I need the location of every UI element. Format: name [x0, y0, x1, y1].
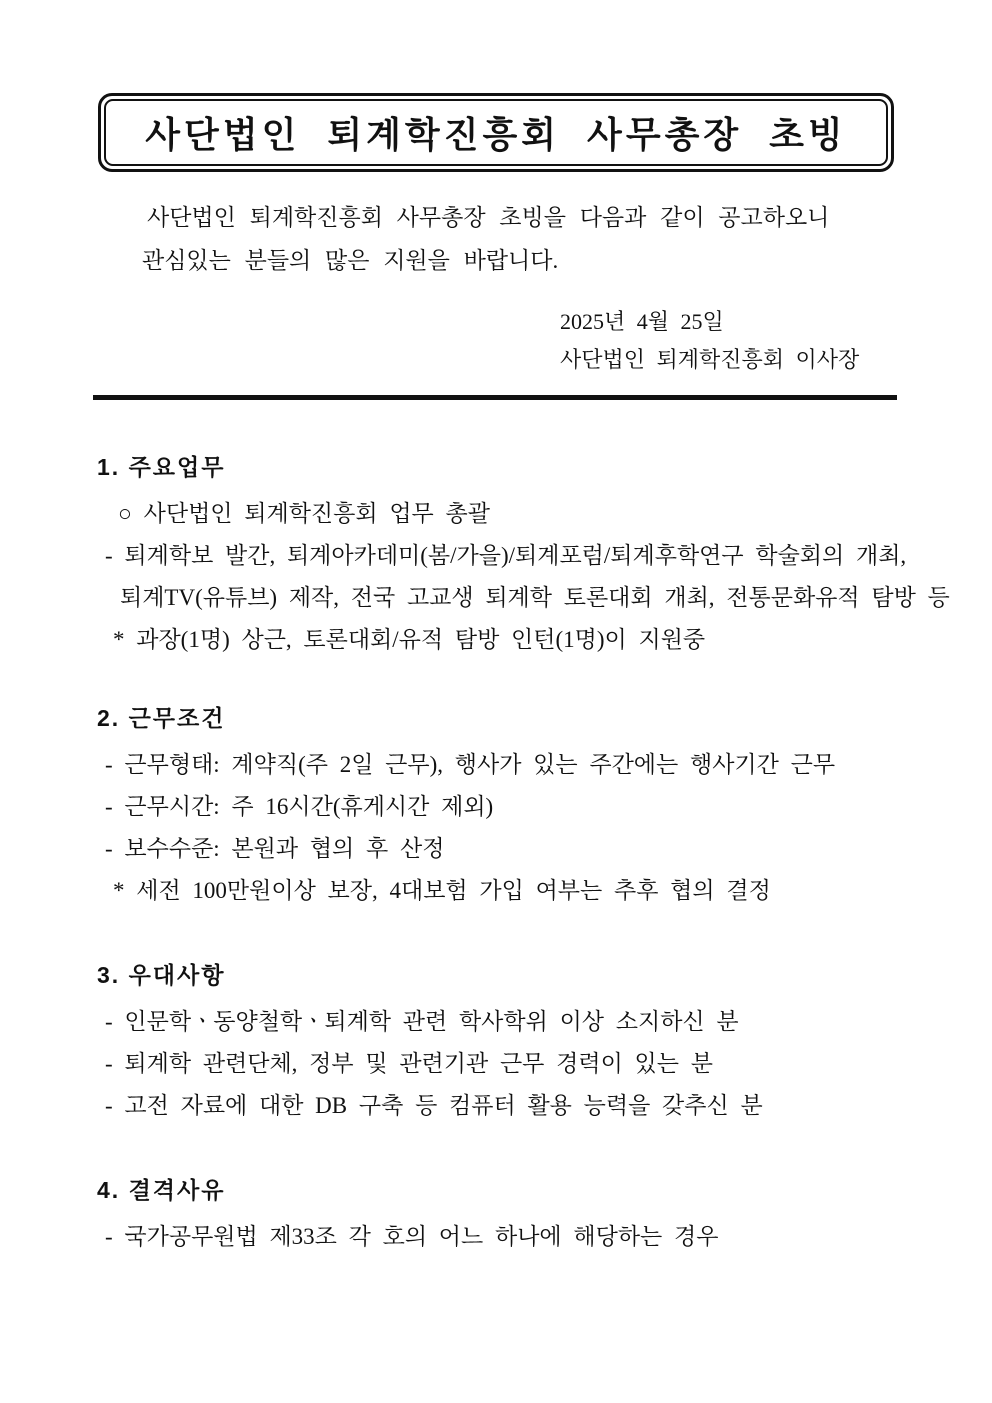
title-box	[98, 93, 894, 172]
list-item	[97, 493, 957, 535]
section-heading: 3. 우대사항	[97, 962, 226, 988]
list-item	[97, 786, 957, 828]
page-title: 사단법인 퇴계학진흥회 사무총장 초빙	[145, 115, 847, 155]
list-item	[97, 535, 957, 577]
signature-line: 사단법인 퇴계학진흥회 이사장	[560, 347, 860, 372]
intro-line-2: 관심있는 분들의 많은 지원을 바랍니다.	[142, 248, 559, 273]
section-heading: 2. 근무조건	[97, 705, 226, 731]
title-box-inner-border	[104, 99, 888, 166]
section-work-conditions	[97, 705, 957, 912]
intro-line-1: 사단법인 퇴계학진흥회 사무총장 초빙을 다음과 같이 공고하오니	[147, 205, 830, 230]
divider-double-rule	[93, 395, 897, 400]
list-item-continuation	[97, 577, 957, 619]
section-heading: 4. 결격사유	[97, 1177, 226, 1203]
list-item	[97, 1085, 957, 1127]
date-signature-block	[560, 303, 859, 379]
intro-paragraph	[142, 196, 829, 282]
list-item	[97, 1216, 957, 1258]
list-item-text: - 퇴계학 관련단체, 정부 및 관련기관 근무 경력이 있는 분	[105, 1051, 713, 1076]
list-item	[97, 1001, 957, 1043]
list-item-text: - 인문학ㆍ동양철학ㆍ퇴계학 관련 학사학위 이상 소지하신 분	[105, 1009, 739, 1034]
list-item-text: - 근무형태: 계약직(주 2일 근무), 행사가 있는 주간에는 행사기간 근무	[105, 752, 836, 777]
list-item	[97, 828, 957, 870]
list-item	[97, 1043, 957, 1085]
list-item-text: - 국가공무원법 제33조 각 호의 어느 하나에 해당하는 경우	[105, 1224, 719, 1249]
date-line: 2025년 4월 25일	[560, 309, 724, 334]
document-body	[97, 454, 957, 1258]
list-item-text: * 세전 100만원이상 보장, 4대보험 가입 여부는 추후 협의 결정	[113, 878, 771, 903]
list-item-text: - 고전 자료에 대한 DB 구축 등 컴퓨터 활용 능력을 갖추신 분	[105, 1093, 763, 1118]
list-item-text: * 과장(1명) 상근, 토론대회/유적 탐방 인턴(1명)이 지원중	[113, 627, 706, 652]
list-item	[97, 744, 957, 786]
list-item-text: - 근무시간: 주 16시간(휴게시간 제외)	[105, 794, 494, 819]
section-disqualification	[97, 1177, 957, 1258]
section-preferred-qualifications	[97, 962, 957, 1127]
list-item-text: - 보수수준: 본원과 협의 후 산정	[105, 836, 445, 861]
list-item-note	[97, 619, 957, 661]
list-item-text: ○ 사단법인 퇴계학진흥회 업무 총괄	[118, 501, 490, 526]
list-item-text: - 퇴계학보 발간, 퇴계아카데미(봄/가을)/퇴계포럼/퇴계후학연구 학술회의 개최,	[105, 543, 907, 568]
section-heading: 1. 주요업무	[97, 454, 226, 480]
list-item-note	[97, 870, 957, 912]
section-main-duties	[97, 454, 957, 661]
list-item-text: 퇴계TV(유튜브) 제작, 전국 고교생 퇴계학 토론대회 개최, 전통문화유적 탐방 등	[120, 585, 950, 610]
